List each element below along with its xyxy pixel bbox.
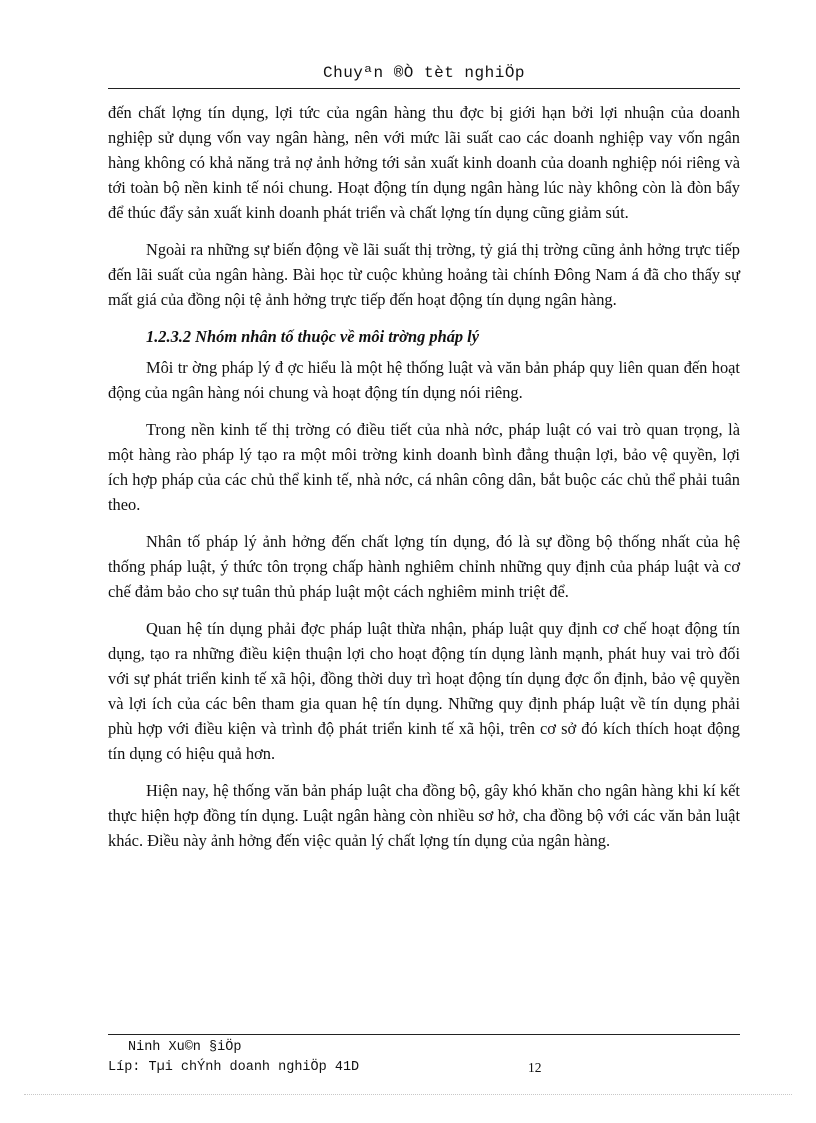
paragraph: Ngoài ra những sự biến động về lãi suất thị trờng, tỷ giá thị trờng cũng ảnh hởng trực tiếp đến lãi suất của ngân hàng. Bài học từ cuộc khủng hoảng tài chính Đông Nam á đã cho thấy sự mất giá của đồng nội tệ ảnh hởng trực tiếp đến hoạt động tín dụng ngân hàng. [108,240,740,309]
page-edge-divider [24,1094,792,1095]
section-heading: 1.2.3.2 Nhóm nhân tố thuộc về môi trờng pháp lý [146,327,480,346]
footer-class-line: Líp: Tµi chÝnh doanh nghiÖp 41D [108,1060,360,1075]
paragraph: Môi tr ờng pháp lý đ ợc hiểu là một hệ thống luật và văn bản pháp quy liên quan đến hoạt động của ngân hàng nói chung và hoạt động tín dụng nói riêng. [108,358,740,402]
page-number: 12 [528,1060,542,1075]
page-header-title: Chuyªn ®Ò tèt nghiÖp [322,64,526,82]
paragraph: Quan hệ tín dụng phải đợc pháp luật thừa nhận, pháp luật quy định cơ chế hoạt động tín dụng, tạo ra những điều kiện thuận lợi cho hoạt động tín dụng lành mạnh, phát huy vai trò đối với sự phát triển kinh tế xã hội, đồng thời duy trì hoạt động tín dụng đợc ổn định, bảo vệ quyền và lợi ích của các bên tham gia quan hệ tín dụng. Những quy định pháp luật về tín dụng phải phù hợp với điều kiện và trình độ phát triển kinh tế xã hội, trên cơ sở đó kích thích hoạt động tín dụng có hiệu quả hơn. [108,619,740,763]
paragraph: đến chất lợng tín dụng, lợi tức của ngân hàng thu đợc bị giới hạn bởi lợi nhuận của doanh nghiệp sử dụng vốn vay ngân hàng, nên với mức lãi suất cao các doanh nghiệp vay vốn ngân hàng không có khả năng trả nợ ảnh hởng tới sản xuất kinh doanh của doanh nghiệp nói riêng và tới toàn bộ nền kinh tế nói chung. Hoạt động tín dụng ngân hàng lúc này không còn là đòn bẩy để thúc đẩy sản xuất kinh doanh phát triển và chất lợng tín dụng cũng giảm sút. [108,103,740,222]
footer-divider [108,1034,740,1035]
paragraph: Trong nền kinh tế thị trờng có điều tiết của nhà nớc, pháp luật có vai trò quan trọng, là một hàng rào pháp lý tạo ra một môi trờng kinh doanh bình đẳng thuận lợi, bảo vệ quyền, lợi ích hợp pháp của các chủ thể kinh tế, nhà nớc, cá nhân công dân, bắt buộc các chủ thể phải tuân theo. [108,420,740,514]
document-body [108,100,740,865]
paragraph: Hiện nay, hệ thống văn bản pháp luật cha đồng bộ, gây khó khăn cho ngân hàng khi kí kết thực hiện hợp đồng tín dụng. Luật ngân hàng còn nhiều sơ hở, cha đồng bộ với các văn bản luật khác. Điều này ảnh hởng đến việc quản lý chất lợng tín dụng của ngân hàng. [108,781,740,850]
paragraph: Nhân tố pháp lý ảnh hởng đến chất lợng tín dụng, đó là sự đồng bộ thống nhất của hệ thống pháp luật, ý thức tôn trọng chấp hành nghiêm chỉnh những quy định của pháp luật và cơ chế đảm bảo cho sự tuân thủ pháp luật một cách nghiêm minh triệt để. [108,532,740,601]
footer-author: Ninh Xu©n §iÖp [128,1040,242,1055]
header-divider [108,88,740,89]
